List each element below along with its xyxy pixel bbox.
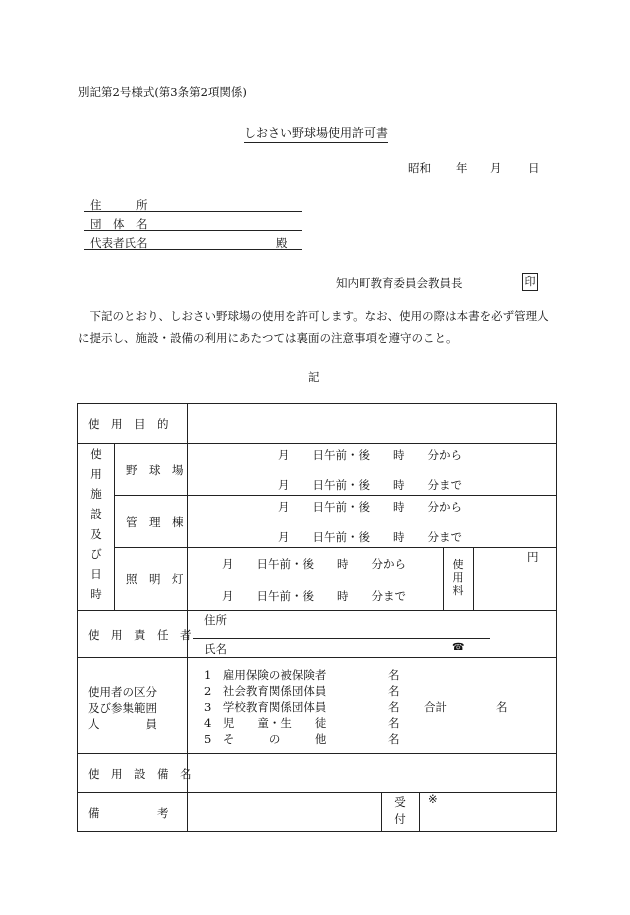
management-to: 月 日午前・後 時 分まで xyxy=(278,530,462,544)
equipment-label: 使 用 設 備 名 xyxy=(88,767,192,781)
form-number: 別記第2号様式(第3条第2項関係) xyxy=(78,85,247,99)
baseball-to: 月 日午前・後 時 分まで xyxy=(278,478,462,492)
manager-name-label: 氏名 xyxy=(204,642,227,656)
representative-label: 代表者氏名 xyxy=(90,236,148,250)
date-year: 年 xyxy=(456,161,468,175)
category-item: 2 社会教育関係団体員 xyxy=(204,684,327,698)
seal-box: 印 xyxy=(522,273,538,291)
usage-fee-label: 使 用 料 xyxy=(452,558,464,597)
lighting-to: 月 日午前・後 時 分まで xyxy=(222,589,406,603)
body-text: 下記のとおり、しおさい野球場の使用を許可します。なお、使用の際は本書を必ず管理人に提示し、施設・設備の利用にあたつては裏面の注意事項を遵守のこと。 xyxy=(78,309,549,345)
category-item: 1 雇用保険の被保険者 xyxy=(204,668,327,682)
category-item: 3 学校教育関係団体員 xyxy=(204,700,327,714)
total-label: 合計 xyxy=(424,700,447,714)
lighting-from: 月 日午前・後 時 分から xyxy=(222,557,406,571)
group-name-label: 団 体 名 xyxy=(90,217,148,231)
category-unit: 名 xyxy=(388,684,400,698)
receipt-mark: ※ xyxy=(428,792,438,806)
category-unit: 名 xyxy=(388,668,400,682)
facility-lighting: 照 明 灯 xyxy=(126,572,184,586)
category-item: 4 児 童・生 徒 xyxy=(204,716,327,730)
manager-address-label: 住所 xyxy=(204,613,227,627)
purpose-label: 使 用 目 的 xyxy=(88,417,169,431)
total-unit: 名 xyxy=(496,700,508,714)
baseball-from: 月 日午前・後 時 分から xyxy=(278,448,462,462)
document-title: しおさい野球場使用許可書 xyxy=(244,124,388,143)
remarks-label: 備 考 xyxy=(88,806,169,820)
address-line xyxy=(84,211,302,212)
user-category-label-3: 人 員 xyxy=(88,717,157,731)
management-from: 月 日午前・後 時 分から xyxy=(278,500,462,514)
date-day: 日 xyxy=(528,161,540,175)
category-unit: 名 xyxy=(388,700,400,714)
date-month: 月 xyxy=(490,161,502,175)
category-unit: 名 xyxy=(388,716,400,730)
facility-baseball-field: 野 球 場 xyxy=(126,463,184,477)
receipt-label: 受 付 xyxy=(394,795,406,826)
issuer-name: 知内町教育委員会教員長 xyxy=(336,276,463,290)
fee-unit-yen: 円 xyxy=(527,550,539,564)
date-era: 昭和 xyxy=(408,161,431,175)
facility-management-building: 管 理 棟 xyxy=(126,515,184,529)
address-label: 住 所 xyxy=(90,198,148,212)
user-category-label-2: 及び参集範囲 xyxy=(88,701,157,715)
honorific: 殿 xyxy=(276,236,288,250)
manager-label: 使 用 責 任 者 xyxy=(88,628,192,642)
phone-icon: ☎ xyxy=(452,642,465,653)
facility-datetime-label: 使 用 施 設 及 び 日 時 xyxy=(90,447,102,601)
ki-heading: 記 xyxy=(308,370,320,384)
category-item: 5 そ の 他 xyxy=(204,732,327,746)
representative-line xyxy=(84,249,302,250)
category-unit: 名 xyxy=(388,732,400,746)
user-category-label-1: 使用者の区分 xyxy=(88,685,157,699)
group-name-line xyxy=(84,230,302,231)
